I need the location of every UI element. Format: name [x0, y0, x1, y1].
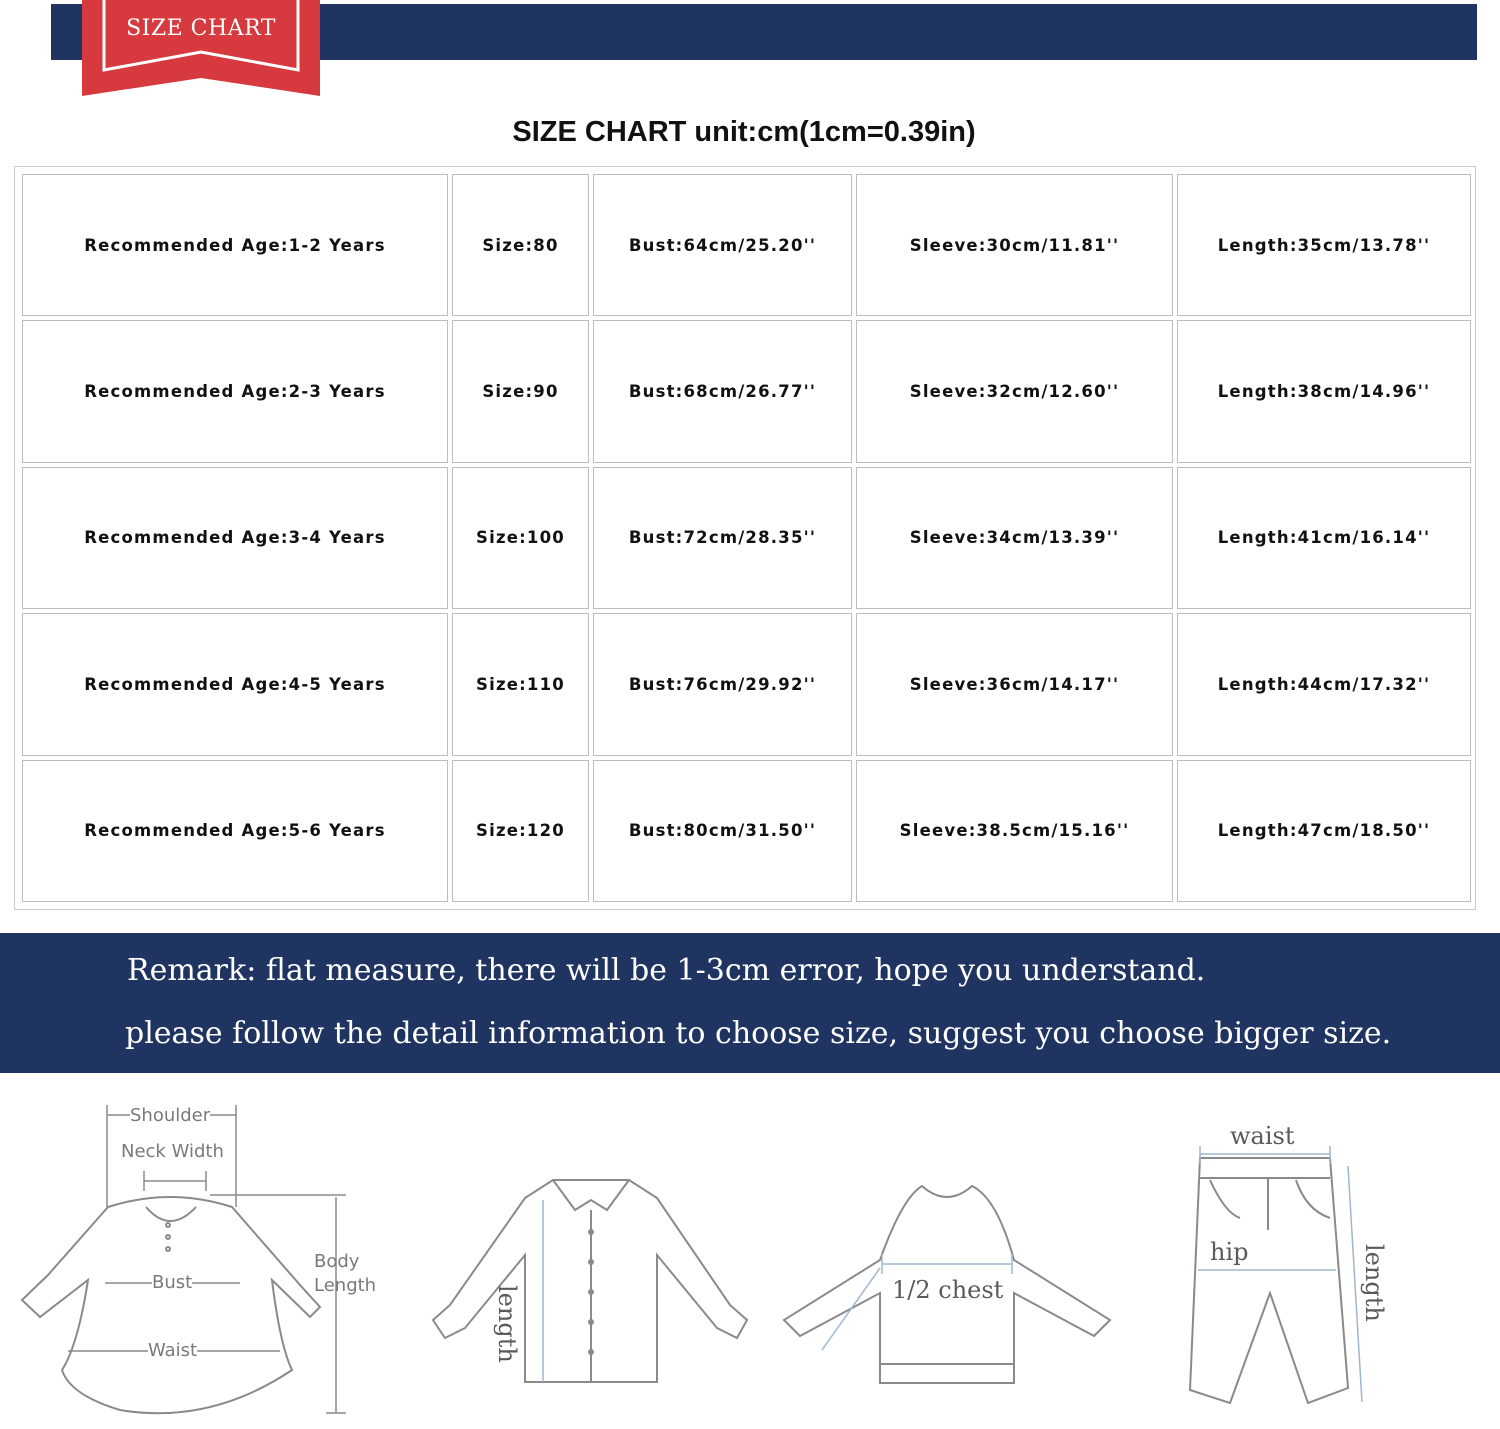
sweater-label-half-chest: 1/2 chest: [892, 1276, 1004, 1304]
table-cell-age: Recommended Age:1-2 Years: [22, 174, 448, 316]
table-cell-size: Size:100: [452, 467, 589, 609]
dress-label-body: Body: [314, 1251, 360, 1272]
pants-label-hip: hip: [1210, 1238, 1249, 1266]
table-cell-bust: Bust:76cm/29.92'': [593, 613, 852, 755]
table-cell-age: Recommended Age:3-4 Years: [22, 467, 448, 609]
table-cell-length: Length:38cm/14.96'': [1177, 320, 1471, 462]
table-row: [22, 467, 1471, 609]
sweater-diagram: [782, 1178, 1112, 1388]
shirt-diagram: [425, 1170, 755, 1395]
table-cell-sleeve: Sleeve:38.5cm/15.16'': [856, 760, 1173, 902]
pants-label-length: length: [1360, 1244, 1388, 1322]
table-cell-age: Recommended Age:5-6 Years: [22, 760, 448, 902]
table-cell-sleeve: Sleeve:36cm/14.17'': [856, 613, 1173, 755]
remark-banner: [0, 933, 1500, 1073]
dress-label-shoulder: Shoulder: [130, 1105, 211, 1126]
table-cell-size: Size:90: [452, 320, 589, 462]
table-cell-length: Length:47cm/18.50'': [1177, 760, 1471, 902]
dress-label-neck-width: Neck Width: [121, 1141, 224, 1162]
ribbon-badge-icon: [82, 0, 320, 98]
size-chart-badge: [82, 0, 320, 98]
table-cell-bust: Bust:80cm/31.50'': [593, 760, 852, 902]
shirt-outline-icon: [425, 1170, 755, 1395]
page-title: SIZE CHART unit:cm(1cm=0.39in): [512, 116, 976, 148]
table-row: [22, 320, 1471, 462]
table-cell-size: Size:120: [452, 760, 589, 902]
dress-label-waist: Waist: [148, 1340, 198, 1361]
table-cell-sleeve: Sleeve:34cm/13.39'': [856, 467, 1173, 609]
table-row: [22, 760, 1471, 902]
table-cell-age: Recommended Age:2-3 Years: [22, 320, 448, 462]
table-cell-length: Length:41cm/16.14'': [1177, 467, 1471, 609]
pants-diagram: [1180, 1118, 1390, 1408]
pants-label-waist: waist: [1230, 1122, 1295, 1150]
table-row: [22, 613, 1471, 755]
shirt-label-length: length: [493, 1285, 521, 1363]
table-cell-sleeve: Sleeve:32cm/12.60'': [856, 320, 1173, 462]
remark-line-1: Remark: flat measure, there will be 1-3cm error, hope you understand.: [127, 953, 1206, 988]
remark-line-2: please follow the detail information to choose size, suggest you choose bigger size.: [125, 1016, 1392, 1051]
dress-diagram: [10, 1095, 400, 1425]
table-cell-length: Length:44cm/17.32'': [1177, 613, 1471, 755]
size-table: [14, 166, 1476, 910]
table-cell-bust: Bust:72cm/28.35'': [593, 467, 852, 609]
table-cell-bust: Bust:68cm/26.77'': [593, 320, 852, 462]
table-cell-bust: Bust:64cm/25.20'': [593, 174, 852, 316]
dress-label-length: Length: [314, 1275, 377, 1296]
table-cell-size: Size:80: [452, 174, 589, 316]
table-cell-size: Size:110: [452, 613, 589, 755]
badge-label: SIZE CHART: [126, 16, 276, 41]
dress-label-bust: Bust: [152, 1272, 193, 1293]
table-cell-age: Recommended Age:4-5 Years: [22, 613, 448, 755]
table-cell-length: Length:35cm/13.78'': [1177, 174, 1471, 316]
table-row: [22, 174, 1471, 316]
table-cell-sleeve: Sleeve:30cm/11.81'': [856, 174, 1173, 316]
